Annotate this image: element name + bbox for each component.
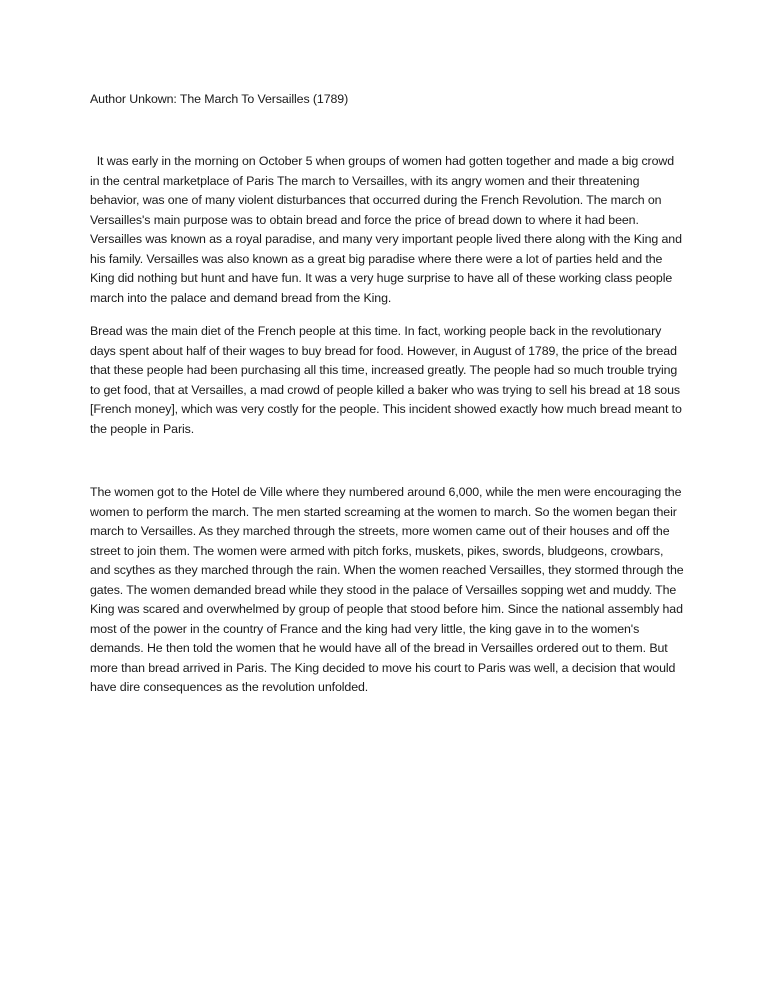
paragraph-2: Bread was the main diet of the French people at this time. In fact, working people back in the revolutionary days spent about half of their wages to buy bread for food. However, in August of 1789, the price of the bread that these people had been purchasing all this time, increased greatly. The people had so much trouble trying to get food, that at Versailles, a mad crowd of people killed a baker who was trying to sell his bread at 18 sous [French money], which was very costly for the people. This incident showed exactly how much bread meant to the people in Paris. xyxy=(90,324,682,436)
document-title: Author Unkown: The March To Versailles (1789) xyxy=(90,92,349,106)
paragraph-3: The women got to the Hotel de Ville where they numbered around 6,000, while the men were encouraging the women to perform the march. The men started screaming at the women to march. So the women began their march to Versailles. As they marched through the streets, more women came out of their houses and off the street to join them. The women were armed with pitch forks, muskets, pikes, swords, bludgeons, crowbars, and scythes as they marched through the rain. When the women reached Versailles, they stormed through the gates. The women demanded bread while they stood in the palace of Versailles sopping wet and muddy. The King was scared and overwhelmed by group of people that stood before him. Since the national assembly had most of the power in the country of France and the king had very little, the king gave in to the women's demands. He then told the women that he would have all of the bread in Versailles ordered out to them. But more than bread arrived in Paris. The King decided to move his court to Paris was well, a decision that would have dire consequences as the revolution unfolded. xyxy=(90,485,684,694)
paragraph-1: It was early in the morning on October 5 when groups of women had gotten together and made a big crowd in the central marketplace of Paris The march to Versailles, with its angry women and their threatening behavior, was one of many violent disturbances that occurred during the French Revolution. The march on Versailles's main purpose was to obtain bread and force the price of bread down to where it had been. Versailles was known as a royal paradise, and many very important people lived there along with the King and his family. Versailles was also known as a great big paradise where there were a lot of parties held and the King did nothing but hunt and have fun. It was a very huge surprise to have all of these working class people march into the palace and demand bread from the King. xyxy=(90,154,686,305)
